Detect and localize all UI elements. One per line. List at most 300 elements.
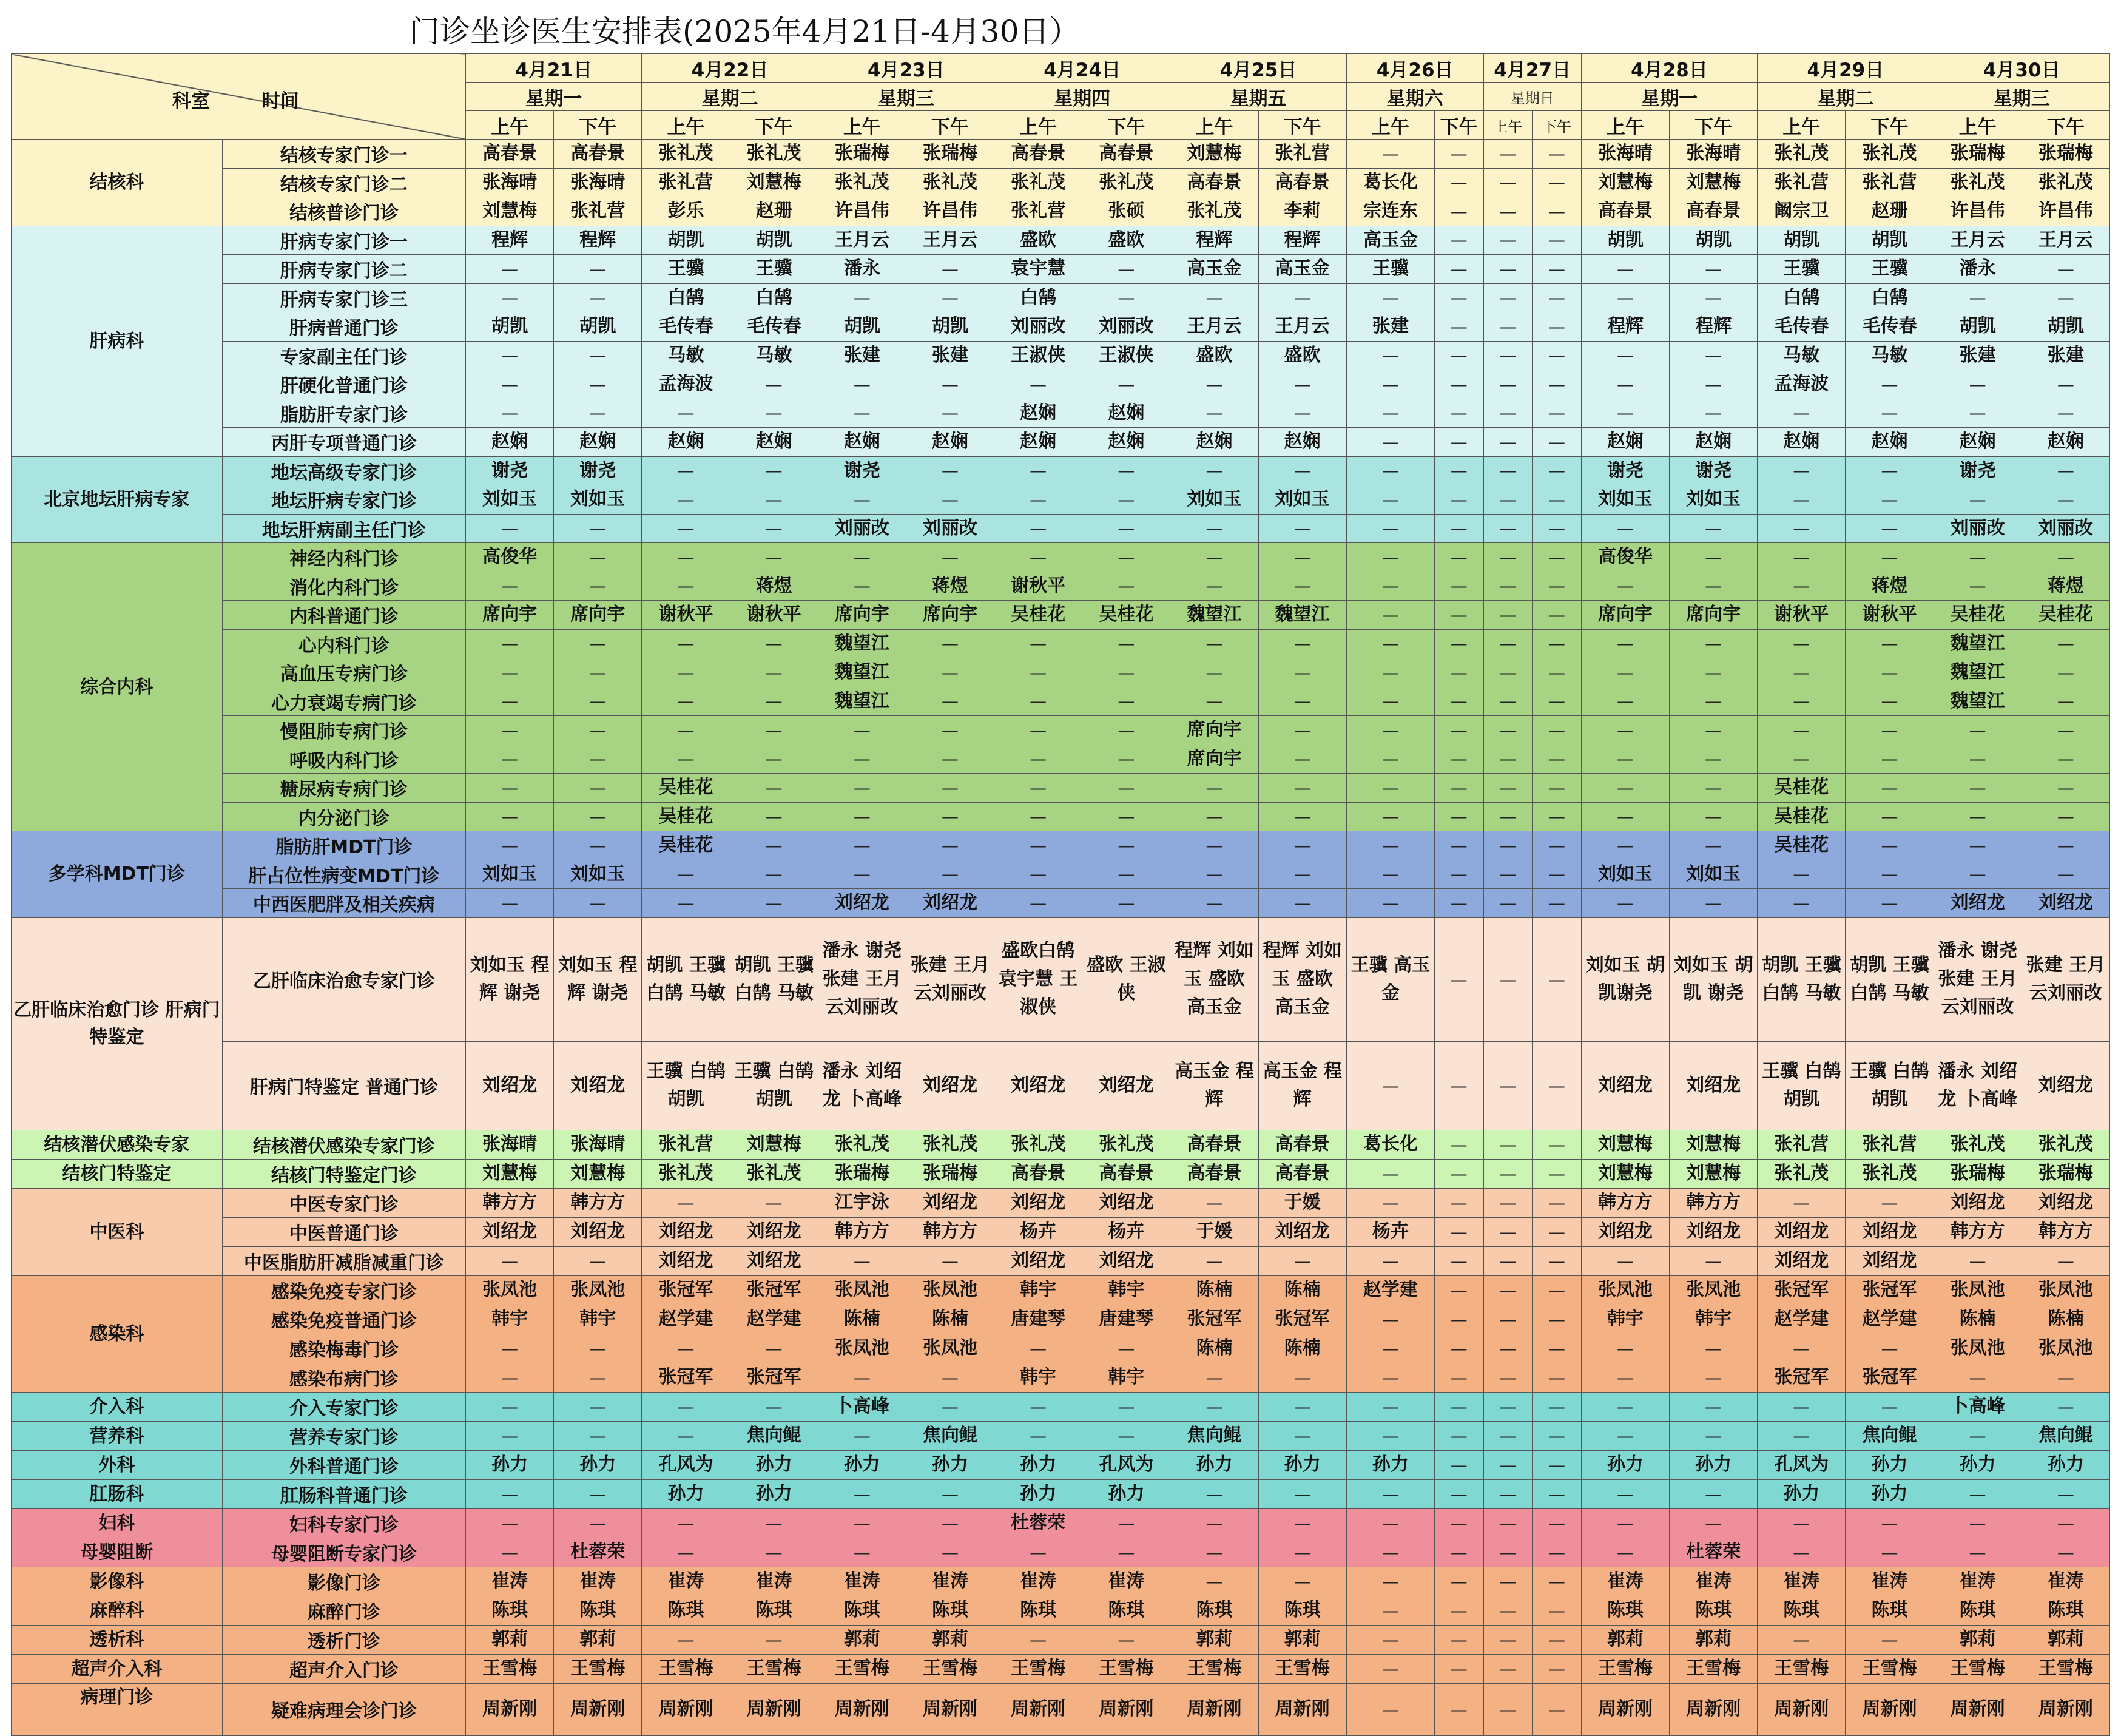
doctor-cell: — <box>1082 1392 1170 1421</box>
doctor-cell: 孙力 <box>730 1479 818 1508</box>
doctor-cell: — <box>1258 1538 1346 1567</box>
doctor-cell: — <box>1581 658 1669 687</box>
doctor-cell: — <box>730 658 818 687</box>
doctor-cell: — <box>1846 1508 1934 1538</box>
doctor-cell: 吴桂花 <box>2022 601 2109 630</box>
doctor-cell: — <box>906 658 994 687</box>
table-row <box>12 1421 2110 1450</box>
doctor-cell: — <box>1483 140 1533 169</box>
doctor-cell: 赵娴 <box>994 428 1082 457</box>
doctor-cell: — <box>1483 1130 1533 1159</box>
doctor-cell: — <box>1483 341 1533 370</box>
doctor-cell: 高俊华 <box>466 543 554 572</box>
doctor-cell: — <box>1533 1334 1582 1363</box>
dept-cell: 中医科 <box>12 1188 223 1275</box>
doctor-cell: — <box>1434 802 1483 831</box>
doctor-cell: — <box>1434 1450 1483 1479</box>
doctor-cell: — <box>1483 1654 1533 1683</box>
clinic-cell: 肝病专家门诊一 <box>222 226 465 255</box>
doctor-cell: 刘如玉 <box>466 860 554 889</box>
doctor-cell: — <box>730 1538 818 1567</box>
doctor-cell: — <box>1846 774 1934 803</box>
table-row <box>12 1392 2110 1421</box>
doctor-cell: 孔风为 <box>642 1450 730 1479</box>
doctor-cell: — <box>642 456 730 485</box>
doctor-cell: 陈琪 <box>1170 1596 1258 1625</box>
doctor-cell: 陈琪 <box>730 1596 818 1625</box>
doctor-cell: — <box>906 1392 994 1421</box>
doctor-cell: 赵娴 <box>1258 428 1346 457</box>
doctor-cell: 吴桂花 <box>994 601 1082 630</box>
doctor-cell: 吴桂花 <box>642 774 730 803</box>
doctor-cell: — <box>1533 514 1582 543</box>
table-row <box>12 1217 2110 1246</box>
doctor-cell: — <box>1346 1159 1434 1188</box>
doctor-cell: — <box>1934 572 2022 601</box>
doctor-cell: — <box>1581 889 1669 918</box>
dept-cell: 结核科 <box>12 140 223 226</box>
doctor-cell: — <box>1346 1567 1434 1596</box>
doctor-cell: — <box>906 629 994 658</box>
am-header: 上午 <box>994 111 1082 140</box>
doctor-cell: — <box>1434 1654 1483 1683</box>
doctor-cell: — <box>1346 1479 1434 1508</box>
doctor-cell: — <box>466 283 554 312</box>
doctor-cell: 魏望江 <box>818 687 906 716</box>
doctor-cell: — <box>1082 1625 1170 1654</box>
pm-header: 下午 <box>1533 111 1582 140</box>
doctor-cell: 张瑞梅 <box>2022 1159 2109 1188</box>
table-row <box>12 168 2110 197</box>
doctor-cell: 周新刚 <box>1758 1683 1846 1735</box>
doctor-cell: 刘绍龙 <box>2022 1041 2109 1130</box>
doctor-cell: — <box>1934 399 2022 428</box>
date-cell: 4月23日 <box>818 54 994 83</box>
doctor-cell: 席向宇 <box>1170 745 1258 774</box>
doctor-cell: — <box>1258 370 1346 399</box>
doctor-cell: — <box>1758 572 1846 601</box>
doctor-cell: — <box>1346 1246 1434 1275</box>
doctor-cell: — <box>1758 1188 1846 1217</box>
doctor-cell: 王雪梅 <box>1846 1654 1934 1683</box>
doctor-cell: — <box>1434 1188 1483 1217</box>
doctor-cell: 席向宇 <box>466 601 554 630</box>
doctor-cell: — <box>1483 1683 1533 1735</box>
clinic-cell: 感染免疫普通门诊 <box>222 1305 465 1334</box>
doctor-cell: 赵娴 <box>1170 428 1258 457</box>
doctor-cell: 张礼茂 <box>818 168 906 197</box>
doctor-cell: 高春景 <box>1170 168 1258 197</box>
doctor-cell: — <box>1533 1421 1582 1450</box>
doctor-cell: — <box>1434 1596 1483 1625</box>
doctor-cell: 杨卉 <box>1082 1217 1170 1246</box>
doctor-cell: — <box>1483 1363 1533 1392</box>
weekday-cell: 星期二 <box>1758 83 1934 111</box>
doctor-cell: — <box>1082 370 1170 399</box>
doctor-cell: — <box>1670 831 1758 860</box>
doctor-cell: — <box>1346 140 1434 169</box>
doctor-cell: 刘绍龙 <box>1758 1217 1846 1246</box>
doctor-cell: — <box>1581 1363 1669 1392</box>
doctor-cell: 郭莉 <box>1934 1625 2022 1654</box>
doctor-cell: 高春景 <box>1258 1159 1346 1188</box>
doctor-cell: 刘如玉 <box>1581 485 1669 515</box>
doctor-cell: 孙力 <box>730 1450 818 1479</box>
doctor-cell: 程辉 <box>554 226 642 255</box>
doctor-cell: — <box>642 543 730 572</box>
doctor-cell: 陈琪 <box>1758 1596 1846 1625</box>
doctor-cell: 孔风为 <box>1082 1450 1170 1479</box>
doctor-cell: — <box>994 658 1082 687</box>
doctor-cell: 刘绍龙 <box>1258 1217 1346 1246</box>
table-row <box>12 1654 2110 1683</box>
doctor-cell: 陈楠 <box>1258 1275 1346 1305</box>
am-header: 上午 <box>1758 111 1846 140</box>
date-cell: 4月26日 <box>1346 54 1483 83</box>
doctor-cell: — <box>1434 140 1483 169</box>
doctor-cell: — <box>730 1392 818 1421</box>
doctor-cell: — <box>1934 1246 2022 1275</box>
doctor-cell: 程辉 <box>1170 226 1258 255</box>
doctor-cell: — <box>1346 1508 1434 1538</box>
doctor-cell: 唐建琴 <box>1082 1305 1170 1334</box>
table-row <box>12 687 2110 716</box>
doctor-cell: 吴桂花 <box>1758 831 1846 860</box>
doctor-cell: 刘慧梅 <box>1670 168 1758 197</box>
doctor-cell: 于媛 <box>1170 1217 1258 1246</box>
doctor-cell: — <box>1434 514 1483 543</box>
doctor-cell: 孙力 <box>994 1479 1082 1508</box>
doctor-cell: 张瑞梅 <box>2022 140 2109 169</box>
doctor-cell: — <box>466 1479 554 1508</box>
am-header: 上午 <box>1934 111 2022 140</box>
clinic-cell: 地坛高级专家门诊 <box>222 456 465 485</box>
doctor-cell: — <box>1434 456 1483 485</box>
doctor-cell: — <box>1082 1508 1170 1538</box>
table-row <box>12 1041 2110 1130</box>
doctor-cell: 崔涛 <box>906 1567 994 1596</box>
doctor-cell: 王月云 <box>1170 312 1258 342</box>
doctor-cell: 张冠军 <box>1846 1363 1934 1392</box>
doctor-cell: 赵学建 <box>1846 1305 1934 1334</box>
doctor-cell: — <box>1934 543 2022 572</box>
doctor-cell: — <box>730 514 818 543</box>
doctor-cell: — <box>466 802 554 831</box>
doctor-cell: 张礼茂 <box>1758 1159 1846 1188</box>
doctor-cell: — <box>1533 629 1582 658</box>
doctor-cell: 王雪梅 <box>642 1654 730 1683</box>
doctor-cell: — <box>1670 341 1758 370</box>
doctor-cell: — <box>554 802 642 831</box>
doctor-cell: 张冠军 <box>1258 1305 1346 1334</box>
table-row <box>12 283 2110 312</box>
doctor-cell: — <box>1758 1538 1846 1567</box>
doctor-cell: — <box>1670 745 1758 774</box>
table-row <box>12 1596 2110 1625</box>
doctor-cell: 张冠军 <box>1758 1275 1846 1305</box>
doctor-cell: 赵娴 <box>466 428 554 457</box>
doctor-cell: — <box>994 543 1082 572</box>
doctor-cell: 盛欧 王淑侠 <box>1082 917 1170 1041</box>
weekday-cell: 星期三 <box>1934 83 2109 111</box>
doctor-cell: — <box>994 716 1082 745</box>
doctor-cell: 王雪梅 <box>730 1654 818 1683</box>
doctor-cell: 张凤池 <box>906 1334 994 1363</box>
doctor-cell: — <box>1346 1305 1434 1334</box>
doctor-cell: 谢尧 <box>1670 456 1758 485</box>
doctor-cell: — <box>466 255 554 284</box>
doctor-cell: 张冠军 <box>730 1363 818 1392</box>
doctor-cell: — <box>1846 687 1934 716</box>
clinic-cell: 结核专家门诊二 <box>222 168 465 197</box>
doctor-cell: 张礼营 <box>642 1130 730 1159</box>
date-cell: 4月29日 <box>1758 54 1934 83</box>
clinic-cell: 透析门诊 <box>222 1625 465 1654</box>
doctor-cell: — <box>994 802 1082 831</box>
doctor-cell: — <box>2022 1392 2109 1421</box>
doctor-cell: — <box>1758 399 1846 428</box>
doctor-cell: — <box>1434 197 1483 226</box>
doctor-cell: 张礼茂 <box>994 168 1082 197</box>
doctor-cell: 张凤池 <box>466 1275 554 1305</box>
doctor-cell: 胡凯 <box>466 312 554 342</box>
doctor-cell: — <box>1670 629 1758 658</box>
doctor-cell: — <box>1434 1421 1483 1450</box>
doctor-cell: 毛传春 <box>1846 312 1934 342</box>
doctor-cell: — <box>994 889 1082 918</box>
doctor-cell: — <box>1258 687 1346 716</box>
doctor-cell: — <box>1082 1334 1170 1363</box>
doctor-cell: — <box>1581 802 1669 831</box>
doctor-cell: 席向宇 <box>906 601 994 630</box>
clinic-cell: 疑难病理会诊门诊 <box>222 1683 465 1735</box>
doctor-cell: — <box>1434 658 1483 687</box>
doctor-cell: 崔涛 <box>554 1567 642 1596</box>
doctor-cell: 周新刚 <box>1170 1683 1258 1735</box>
doctor-cell: — <box>1434 1041 1483 1130</box>
doctor-cell: — <box>1434 1363 1483 1392</box>
table-row <box>12 658 2110 687</box>
doctor-cell: 唐建琴 <box>994 1305 1082 1334</box>
doctor-cell: 孙力 <box>1170 1450 1258 1479</box>
dept-cell: 多学科MDT门诊 <box>12 831 223 918</box>
doctor-cell: — <box>1934 860 2022 889</box>
doctor-cell: 周新刚 <box>994 1683 1082 1735</box>
doctor-cell: 赵娴 <box>1934 428 2022 457</box>
doctor-cell: — <box>1170 1567 1258 1596</box>
doctor-cell: — <box>1581 1246 1669 1275</box>
doctor-cell: 许昌伟 <box>1934 197 2022 226</box>
doctor-cell: 白鹄 <box>1846 283 1934 312</box>
doctor-cell: 周新刚 <box>466 1683 554 1735</box>
doctor-cell: 韩宇 <box>1082 1275 1170 1305</box>
clinic-cell: 肝病专家门诊二 <box>222 255 465 284</box>
doctor-cell: 周新刚 <box>642 1683 730 1735</box>
dept-cell: 介入科 <box>12 1392 223 1421</box>
doctor-cell: — <box>1533 1159 1582 1188</box>
doctor-cell: — <box>906 1246 994 1275</box>
doctor-cell: — <box>1258 456 1346 485</box>
doctor-cell: 陈琪 <box>818 1596 906 1625</box>
clinic-cell: 地坛肝病专家门诊 <box>222 485 465 515</box>
doctor-cell: — <box>1434 341 1483 370</box>
doctor-cell: 韩宇 <box>466 1305 554 1334</box>
doctor-cell: 赵学建 <box>1346 1275 1434 1305</box>
doctor-cell: — <box>1346 1683 1434 1735</box>
doctor-cell: 谢尧 <box>818 456 906 485</box>
doctor-cell: — <box>466 687 554 716</box>
doctor-cell: — <box>1533 1041 1582 1130</box>
doctor-cell: — <box>1258 716 1346 745</box>
doctor-cell: 张建 <box>818 341 906 370</box>
doctor-cell: — <box>1670 1479 1758 1508</box>
dept-cell: 综合内科 <box>12 543 223 831</box>
doctor-cell: 胡凯 王骥 白鹄 马敏 <box>642 917 730 1041</box>
doctor-cell: — <box>1670 1508 1758 1538</box>
doctor-cell: 蒋煜 <box>906 572 994 601</box>
doctor-cell: 刘丽改 <box>818 514 906 543</box>
doctor-cell: — <box>818 745 906 774</box>
doctor-cell: — <box>1346 572 1434 601</box>
doctor-cell: 崔涛 <box>1758 1567 1846 1596</box>
doctor-cell: — <box>1346 341 1434 370</box>
dept-cell: 肛肠科 <box>12 1479 223 1508</box>
doctor-cell: — <box>1670 283 1758 312</box>
doctor-cell: 孙力 <box>2022 1450 2109 1479</box>
doctor-cell: — <box>554 1421 642 1450</box>
doctor-cell: 郭莉 <box>554 1625 642 1654</box>
doctor-cell: 张礼茂 <box>1846 1159 1934 1188</box>
clinic-cell: 高血压专病门诊 <box>222 658 465 687</box>
doctor-cell: 高玉金 <box>1170 255 1258 284</box>
doctor-cell: — <box>1483 572 1533 601</box>
doctor-cell: 赵娴 <box>1670 428 1758 457</box>
doctor-cell: — <box>730 456 818 485</box>
doctor-cell: — <box>1170 543 1258 572</box>
doctor-cell: 席向宇 <box>1170 716 1258 745</box>
doctor-cell: 郭莉 <box>1258 1625 1346 1654</box>
doctor-cell: 张建 王月云刘丽改 <box>906 917 994 1041</box>
doctor-cell: 陈楠 <box>2022 1305 2109 1334</box>
doctor-cell: 陈琪 <box>906 1596 994 1625</box>
doctor-cell: — <box>466 1392 554 1421</box>
doctor-cell: — <box>1533 1654 1582 1683</box>
doctor-cell: 韩宇 <box>1581 1305 1669 1334</box>
doctor-cell: — <box>1581 1479 1669 1508</box>
doctor-cell: — <box>1670 572 1758 601</box>
doctor-cell: — <box>1434 1508 1483 1538</box>
doctor-cell: — <box>554 687 642 716</box>
weekday-cell: 星期五 <box>1170 83 1346 111</box>
am-header: 上午 <box>1346 111 1434 140</box>
doctor-cell: 张凤池 <box>1670 1275 1758 1305</box>
doctor-cell: — <box>554 572 642 601</box>
doctor-cell: — <box>1758 629 1846 658</box>
doctor-cell: — <box>1434 428 1483 457</box>
doctor-cell: 刘如玉 <box>554 485 642 515</box>
doctor-cell: — <box>1533 802 1582 831</box>
doctor-cell: 谢尧 <box>1581 456 1669 485</box>
doctor-cell: 袁宇慧 <box>994 255 1082 284</box>
doctor-cell: — <box>1483 1508 1533 1538</box>
clinic-cell: 妇科专家门诊 <box>222 1508 465 1538</box>
doctor-cell: 焦向鲲 <box>1846 1421 1934 1450</box>
doctor-cell: 陈琪 <box>1934 1596 2022 1625</box>
doctor-cell: — <box>1082 485 1170 515</box>
dept-cell: 外科 <box>12 1450 223 1479</box>
doctor-cell: — <box>1533 917 1582 1041</box>
doctor-cell: 吴桂花 <box>1082 601 1170 630</box>
clinic-cell: 中医普通门诊 <box>222 1217 465 1246</box>
doctor-cell: 孙力 <box>466 1450 554 1479</box>
doctor-cell: 张礼营 <box>1758 168 1846 197</box>
doctor-cell: — <box>1483 514 1533 543</box>
doctor-cell: — <box>730 543 818 572</box>
doctor-cell: 高春景 <box>466 140 554 169</box>
doctor-cell: 高玉金 程辉 <box>1258 1041 1346 1130</box>
doctor-cell: — <box>1483 1041 1533 1130</box>
doctor-cell: — <box>554 1392 642 1421</box>
date-cell: 4月24日 <box>994 54 1170 83</box>
doctor-cell: — <box>1934 745 2022 774</box>
doctor-cell: 高玉金 程辉 <box>1170 1041 1258 1130</box>
doctor-cell: — <box>1934 1538 2022 1567</box>
doctor-cell: — <box>1846 1538 1934 1567</box>
doctor-cell: 王雪梅 <box>1670 1654 1758 1683</box>
doctor-cell: — <box>1670 774 1758 803</box>
weekday-cell: 星期一 <box>466 83 642 111</box>
doctor-cell: — <box>466 774 554 803</box>
doctor-cell: — <box>1846 1188 1934 1217</box>
doctor-cell: 毛传春 <box>642 312 730 342</box>
doctor-cell: 高俊华 <box>1581 543 1669 572</box>
doctor-cell: — <box>1434 168 1483 197</box>
doctor-cell: 杨卉 <box>1346 1217 1434 1246</box>
doctor-cell: — <box>1670 399 1758 428</box>
doctor-cell: — <box>1758 1392 1846 1421</box>
doctor-cell: 盛欧 <box>994 226 1082 255</box>
doctor-cell: — <box>1846 1334 1934 1363</box>
doctor-cell: — <box>818 399 906 428</box>
doctor-cell: 刘绍龙 <box>1082 1188 1170 1217</box>
doctor-cell: 魏望江 <box>1934 629 2022 658</box>
doctor-cell: 韩方方 <box>906 1217 994 1246</box>
doctor-cell: — <box>1483 658 1533 687</box>
clinic-cell: 肝病专家门诊三 <box>222 283 465 312</box>
doctor-cell: — <box>642 658 730 687</box>
doctor-cell: 张建 <box>906 341 994 370</box>
doctor-cell: 王骥 白鹄 胡凯 <box>730 1041 818 1130</box>
doctor-cell: — <box>1082 572 1170 601</box>
doctor-cell: 高春景 <box>1170 1130 1258 1159</box>
dept-cell: 营养科 <box>12 1421 223 1450</box>
doctor-cell: 张海晴 <box>554 168 642 197</box>
doctor-cell: — <box>1581 1421 1669 1450</box>
doctor-cell: 刘绍龙 <box>994 1041 1082 1130</box>
doctor-cell: 王骥 <box>1846 255 1934 284</box>
doctor-cell: — <box>1434 917 1483 1041</box>
doctor-cell: 谢秋平 <box>1758 601 1846 630</box>
doctor-cell: 刘慧梅 <box>1670 1159 1758 1188</box>
doctor-cell: 韩方方 <box>1934 1217 2022 1246</box>
doctor-cell: 崔涛 <box>466 1567 554 1596</box>
doctor-cell: 刘绍龙 <box>906 1188 994 1217</box>
am-header: 上午 <box>466 111 554 140</box>
doctor-cell: 焦向鲲 <box>906 1421 994 1450</box>
clinic-cell: 糖尿病专病门诊 <box>222 774 465 803</box>
doctor-cell: — <box>1533 283 1582 312</box>
doctor-cell: — <box>1082 860 1170 889</box>
